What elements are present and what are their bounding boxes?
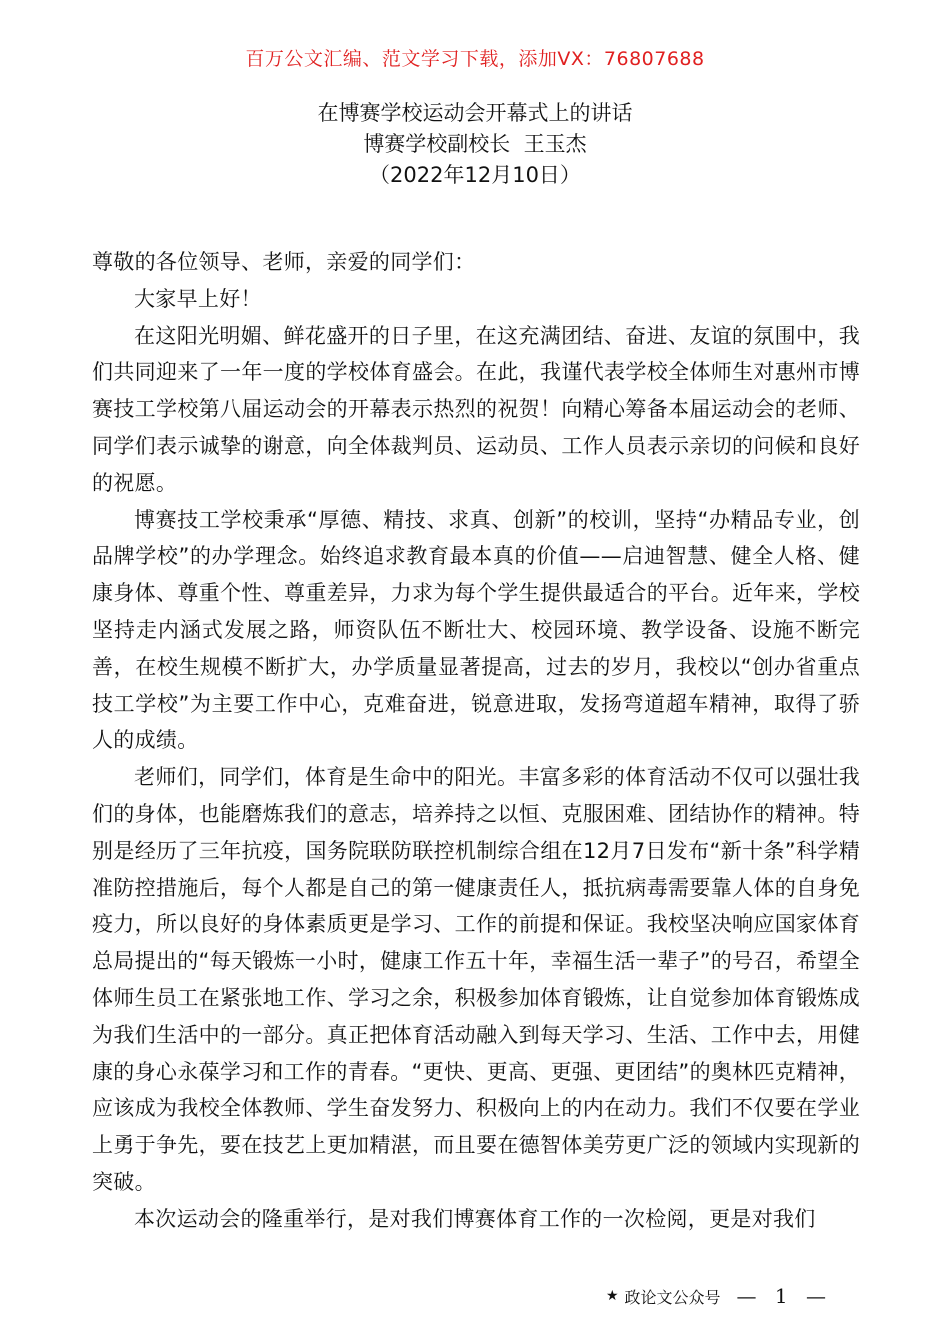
paragraph-4: 本次运动会的隆重举行，是对我们博赛体育工作的一次检阅，更是对我们 xyxy=(134,1206,816,1231)
speech-header xyxy=(0,98,950,191)
paragraph-1: 在这阳光明媚、鲜花盛开的日子里，在这充满团结、奋进、友谊的氛围中，我们共同迎来了一年一度的学校体育盛会。在此，我谨代表学校全体师生对惠州市博赛技工学校第八届运动会的开幕表示热烈的祝贺！向精心筹备本届运动会的老师、同学们表示诚挚的谢意，向全体裁判员、运动员、工作人员表示亲切的问候和良好的祝愿。 xyxy=(92,323,860,495)
salutation: 尊敬的各位领导、老师，亲爱的同学们： xyxy=(92,250,476,274)
greeting: 大家早上好！ xyxy=(134,286,262,311)
paragraph-2: 博赛技工学校秉承“厚德、精技、求真、创新”的校训，坚持“办精品专业，创品牌学校”的办学理念。始终追求教育最本真的价值——启迪智慧、健全人格、健康身体、尊重个性、尊重差异，力求为每个学生提供最适合的平台。近年来，学校坚持走内涵式发展之路，师资队伍不断壮大、校园环境、教学设备、设施不断完善，在校生规模不断扩大，办学质量显著提高，过去的岁月，我校以“创办省重点技工学校”为主要工作中心，克难奋进，锐意进取，发扬弯道超车精神，取得了骄人的成绩。 xyxy=(92,507,860,753)
paragraph-3: 老师们，同学们，体育是生命中的阳光。丰富多彩的体育活动不仅可以强壮我们的身体，也能磨炼我们的意志，培养持之以恒、克服困难、团结协作的精神。特别是经历了三年抗疫，国务院联防联控机制综合组在12月7日发布“新十条”科学精准防控措施后，每个人都是自己的第一健康责任人，抵抗病毒需要靠人体的自身免疫力，所以良好的身体素质更是学习、工作的前提和保证。我校坚决响应国家体育总局提出的“每天锻炼一小时，健康工作五十年，幸福生活一辈子”的号召，希望全体师生员工在紧张地工作、学习之余，积极参加体育锻炼，让自觉参加体育锻炼成为我们生活中的一部分。真正把体育活动融入到每天学习、生活、工作中去，用健康的身心永葆学习和工作的青春。“更快、更高、更强、更团结”的奥林匹克精神，应该成为我校全体教师、学生奋发努力、积极向上的内在动力。我们不仅要在学业上勇于争先，要在技艺上更加精湛，而且要在德智体美劳更广泛的领域内实现新的突破。 xyxy=(92,765,860,1194)
speech-body xyxy=(92,244,860,1238)
speech-date: （2022年12月10日） xyxy=(369,163,581,187)
page-footer xyxy=(606,1284,832,1308)
speech-title: 在博赛学校运动会开幕式上的讲话 xyxy=(317,101,633,125)
page-number: — 1 — xyxy=(736,1284,832,1308)
footer-source: 政论文公众号 xyxy=(624,1287,721,1307)
star-icon: ★ xyxy=(605,1288,619,1304)
speech-author: 博赛学校副校长 王玉杰 xyxy=(363,132,587,156)
watermark-banner: 百万公文汇编、范文学习下载，添加VX：76807688 xyxy=(245,48,705,70)
